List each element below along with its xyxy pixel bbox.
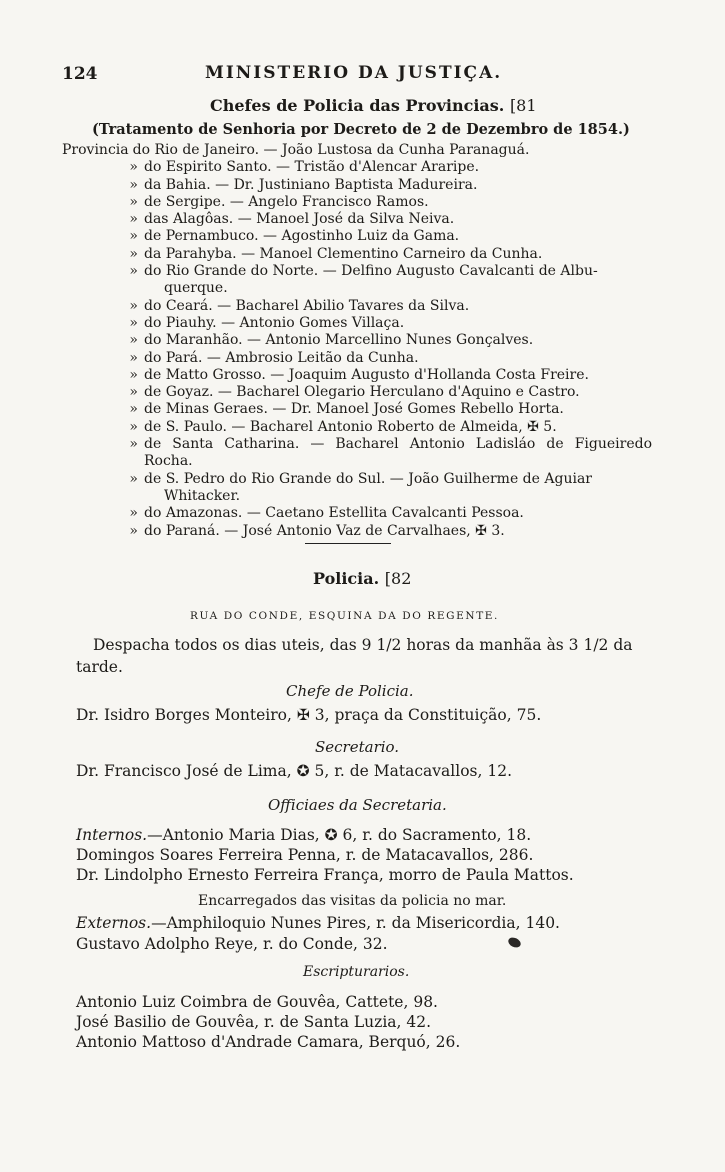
province-entry: do Pará. — Ambrosio Leitão da Cunha. — [144, 349, 419, 366]
section-divider — [305, 543, 391, 544]
province-lead: » — [129, 228, 138, 245]
province-entry: de Goyaz. — Bacharel Olegario Herculano d'Aquino e Castro. — [144, 384, 580, 401]
province-entry: de S. Pedro do Rio Grande do Sul. — João Guilherme de Aguiar — [144, 470, 592, 487]
province-lead: » — [129, 505, 138, 522]
section-heading-text: Chefes de Policia das Provincias. — [210, 96, 505, 115]
province-row — [62, 211, 652, 228]
treatment-note: (Tratamento de Senhoria por Decreto de 2 de Dezembro de 1854.) — [92, 121, 630, 138]
province-row — [62, 436, 652, 471]
province-row — [62, 315, 652, 332]
official-entry: Dr. Lindolpho Ernesto Ferreira França, morro de Paula Mattos. — [76, 866, 574, 884]
province-entry: de Pernambuco. — Agostinho Luiz da Gama. — [144, 228, 460, 245]
province-list — [62, 142, 652, 540]
province-row — [62, 194, 652, 211]
section-heading-chefes — [210, 96, 537, 115]
province-lead: » — [129, 418, 138, 435]
externos-entry — [76, 914, 560, 932]
province-entry: do Rio de Janeiro. — João Lustosa da Cunha Paranaguá. — [132, 142, 530, 158]
province-row — [62, 246, 652, 263]
province-entry: de S. Paulo. — Bacharel Antonio Roberto de Almeida, ✠ 5. — [144, 418, 557, 435]
province-lead: » — [129, 263, 138, 280]
province-row — [62, 350, 652, 367]
province-lead: » — [129, 211, 138, 228]
province-lead: » — [129, 314, 138, 331]
province-entry: do Rio Grande do Norte. — Delfino Augusto Cavalcanti de Albu- — [144, 263, 598, 280]
policia-address: RUA DO CONDE, ESQUINA DA DO REGENTE. — [190, 610, 499, 622]
province-entry: do Ceará. — Bacharel Abilio Tavares da Silva. — [144, 297, 470, 314]
province-entry: da Parahyba. — Manoel Clementino Carneiro da Cunha. — [144, 245, 543, 262]
running-title: MINISTERIO DA JUSTIÇA. — [205, 63, 503, 83]
internos-label: Internos. — [76, 826, 148, 844]
province-row — [62, 384, 652, 401]
province-entry: do Espirito Santo. — Tristão d'Alencar Araripe. — [144, 159, 480, 176]
secretario-entry: Dr. Francisco José de Lima, ✪ 5, r. de Matacavallos, 12. — [76, 762, 512, 780]
province-entry: do Paraná. — José Antonio Vaz de Carvalhaes, ✠ 3. — [144, 522, 505, 539]
internos-first: —Antonio Maria Dias, ✪ 6, r. do Sacramento, 18. — [147, 826, 532, 844]
province-lead: » — [129, 436, 138, 453]
province-row — [62, 142, 652, 159]
province-lead: » — [129, 401, 138, 418]
escripturario-entry: José Basilio de Gouvêa, r. de Santa Luzia, 42. — [76, 1013, 432, 1031]
province-entry: do Maranhão. — Antonio Marcellino Nunes Gonçalves. — [144, 332, 534, 349]
province-row — [62, 367, 652, 384]
chefe-heading: Chefe de Policia. — [286, 682, 414, 700]
office-hours: Despacha todos os dias uteis, das 9 1/2 horas da manhãa às 3 1/2 da tarde. — [76, 636, 633, 676]
province-entry: de Sergipe. — Angelo Francisco Ramos. — [144, 193, 429, 210]
official-entry: Domingos Soares Ferreira Penna, r. de Matacavallos, 286. — [76, 846, 534, 864]
internos-entry — [76, 826, 531, 844]
province-lead: » — [129, 470, 138, 487]
province-continuation: Whitacker. — [164, 487, 241, 504]
province-lead: » — [129, 384, 138, 401]
province-row — [62, 471, 652, 488]
province-entry: das Alagôas. — Manoel José da Silva Neiva. — [144, 211, 455, 228]
province-lead: » — [129, 159, 138, 176]
externos-entry-second: Gustavo Adolpho Reye, r. do Conde, 32. — [76, 935, 388, 953]
province-lead: » — [129, 366, 138, 383]
province-entry: do Piauhy. — Antonio Gomes Villaça. — [144, 314, 405, 331]
province-row — [62, 263, 652, 280]
externos-label: Externos. — [76, 914, 152, 932]
policia-ref: [82 — [384, 569, 412, 588]
province-row — [62, 332, 652, 349]
province-entry: de Santa Catharina. — Bacharel Antonio Ladisláo de Figueiredo Rocha. — [144, 436, 652, 470]
province-entry: da Bahia. — Dr. Justiniano Baptista Madureira. — [144, 176, 478, 193]
externos-first: —Amphiloquio Nunes Pires, r. da Misericordia, 140. — [151, 914, 560, 932]
province-lead: » — [129, 176, 138, 193]
policia-title: Policia. — [313, 569, 380, 588]
province-row — [62, 505, 652, 522]
escripturario-entry: Antonio Luiz Coimbra de Gouvêa, Cattete, 98. — [76, 993, 438, 1011]
province-entry: de Matto Grosso. — Joaquim Augusto d'Hollanda Costa Freire. — [144, 366, 589, 383]
province-lead: » — [129, 245, 138, 262]
escripturario-entry: Antonio Mattoso d'Andrade Camara, Berquó, 26. — [76, 1033, 461, 1051]
province-entry: do Amazonas. — Caetano Estellita Cavalcanti Pessoa. — [144, 505, 524, 522]
province-row — [62, 298, 652, 315]
officiaes-heading: Officiaes da Secretaria. — [268, 796, 447, 814]
secretario-heading: Secretario. — [315, 738, 400, 756]
province-row — [62, 401, 652, 418]
province-row — [62, 177, 652, 194]
encarregados-heading: Encarregados das visitas da policia no mar. — [198, 893, 507, 909]
province-lead: » — [129, 332, 138, 349]
page-number: 124 — [62, 64, 98, 84]
chefe-entry: Dr. Isidro Borges Monteiro, ✠ 3, praça da Constituição, 75. — [76, 706, 542, 724]
province-row — [62, 159, 652, 176]
province-lead: » — [129, 297, 138, 314]
section-ref: [81 — [509, 96, 537, 115]
province-lead: » — [129, 349, 138, 366]
province-lead: » — [129, 522, 138, 539]
province-continuation: querque. — [164, 280, 228, 297]
ink-stain — [507, 936, 523, 950]
province-row — [62, 523, 652, 540]
province-row — [62, 228, 652, 245]
province-row — [62, 419, 652, 436]
province-lead: » — [129, 193, 138, 210]
province-entry: de Minas Geraes. — Dr. Manoel José Gomes Rebello Horta. — [144, 401, 564, 418]
section-heading-policia — [313, 569, 411, 588]
province-lead: Provincia — [62, 142, 129, 158]
escripturarios-heading: Escripturarios. — [303, 964, 410, 980]
